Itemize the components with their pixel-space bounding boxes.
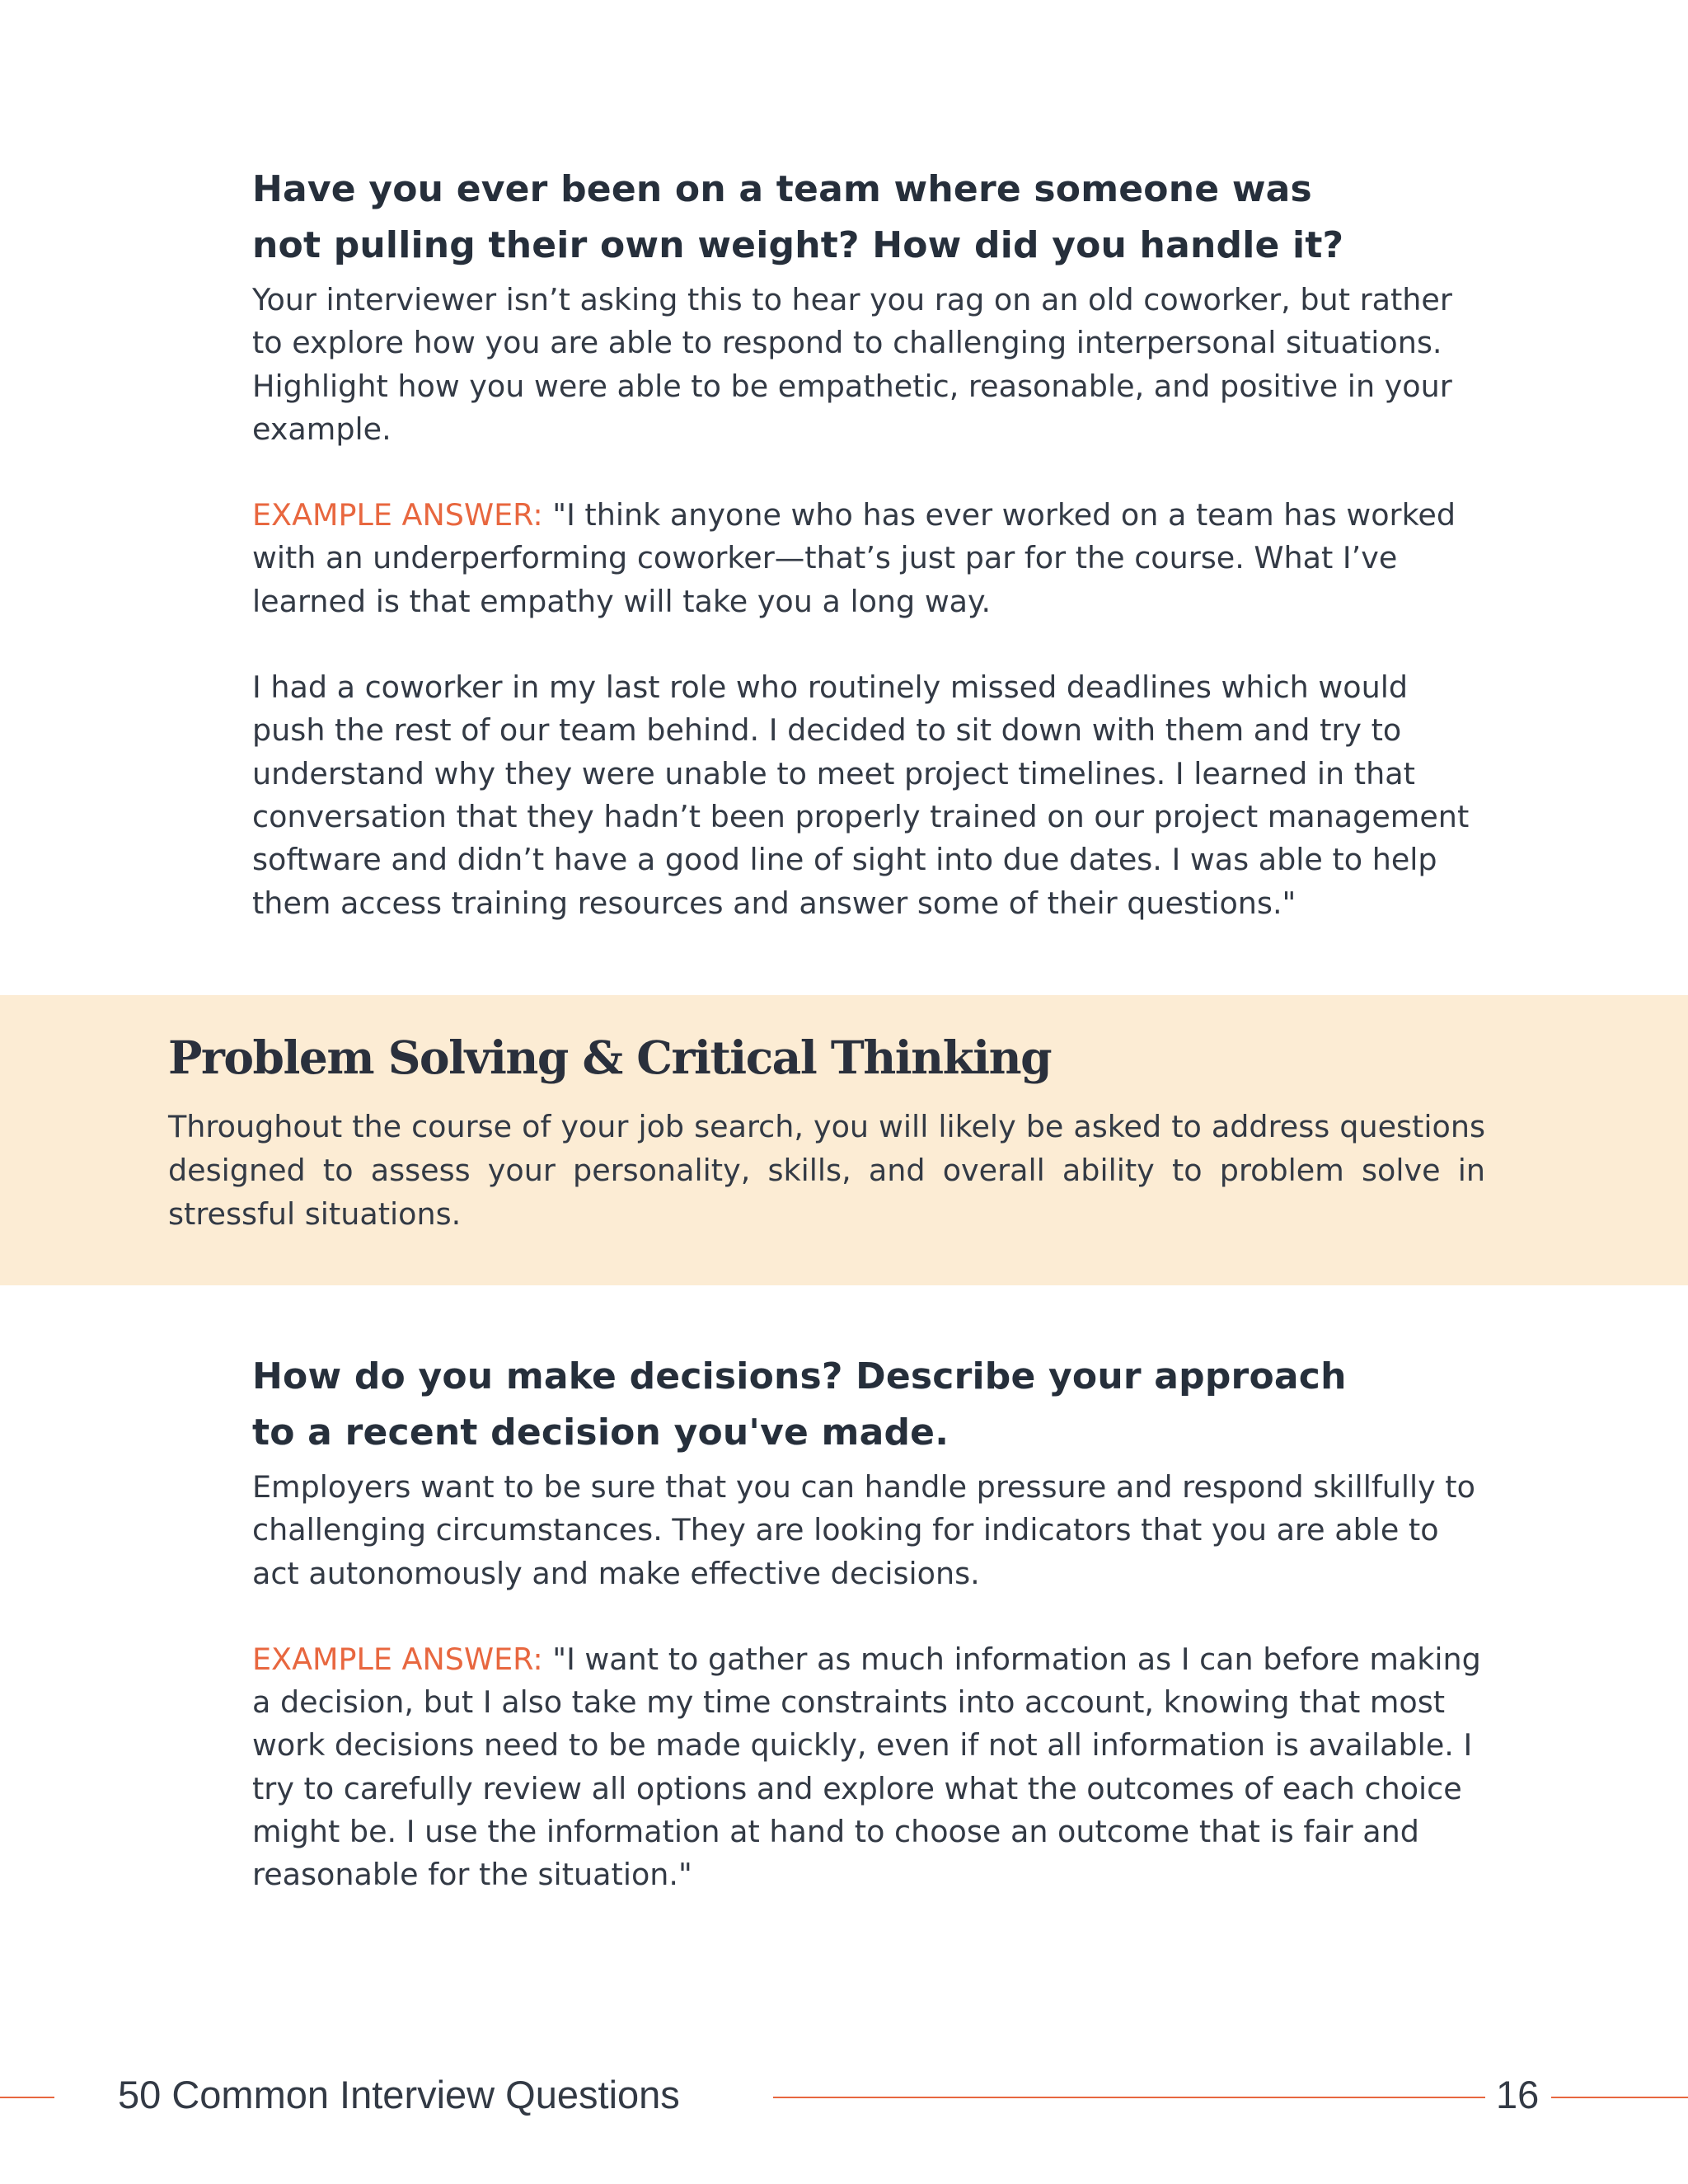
footer-rule-right [1551,2097,1688,2098]
guidance-paragraph: Employers want to be sure that you can handle pressure and respond skillfully to challenging circumstances. They are looking for indicators that you are able to act autonomously and make effective decisions. [252,1469,1475,1591]
section-title: Problem Solving & Critical Thinking [168,1031,1052,1084]
example-answer-label: EXAMPLE ANSWER: [252,1641,543,1677]
example-answer-continuation: I had a coworker in my last role who routinely missed deadlines which would push the rest of our team behind. I decided to sit down with them and try to understand why they were unable to meet project timelines. I learned in that conversation that they hadn’t been properly trained on our project management software and didn’t have a good line of sight into due dates. I was able to help them access training resources and answer some of their questions." [252,669,1470,921]
page-number: 16 [1496,2073,1540,2116]
example-answer-text: "I want to gather as much information as I can before making a decision, but I also take my time constraints into account, knowing that most work decisions need to be made quickly, even if not all information is available. I try to carefully review all options and explore what the outcomes of each choice might be. I use the information at hand to choose an outcome that is fair and reasonable for the situation." [252,1641,1481,1893]
section-description: Throughout the course of your job search, you will likely be asked to address questions designed to assess your personality, skills, and overall ability to problem solve in stressful situations. [168,1109,1485,1232]
page-footer [0,2061,1688,2127]
example-answer-label: EXAMPLE ANSWER: [252,497,543,533]
question-heading: How do you make decisions? Describe your approach to a recent decision you've made. [252,1355,1347,1454]
example-answer-text: "I think anyone who has ever worked on a team has worked with an underperforming coworker—that’s just par for the course. What I’ve learned is that empathy will take you a long way. [252,497,1456,619]
question-heading: Have you ever been on a team where someone was not pulling their own weight? How did you handle it? [252,168,1344,266]
qa-block-decisions [252,1349,1489,1897]
guidance-paragraph: Your interviewer isn’t asking this to hear you rag on an old coworker, but rather to explore how you are able to respond to challenging interpersonal situations. Highlight how you were able to be empathetic, reasonable, and positive in your example. [252,282,1452,447]
footer-rule-left [0,2097,54,2098]
footer-title: 50 Common Interview Questions [118,2073,680,2116]
example-answer-paragraph [252,1638,1489,1897]
example-answer-paragraph [252,494,1480,623]
qa-block-teamwork [252,162,1489,925]
footer-rule-middle [773,2097,1485,2098]
